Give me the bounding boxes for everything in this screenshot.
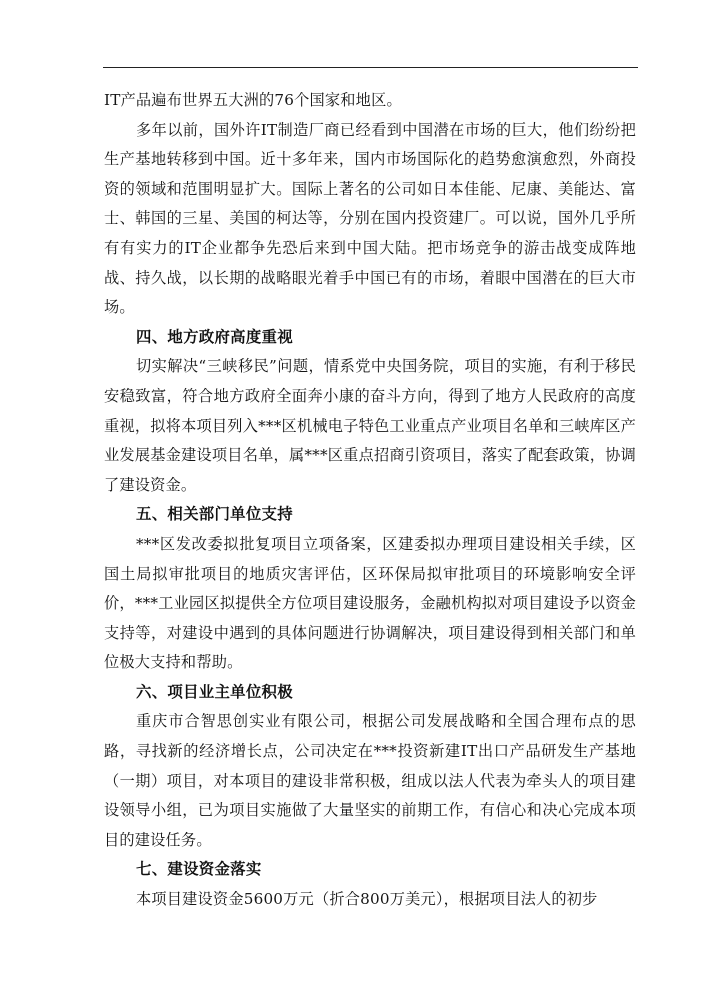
document-body bbox=[104, 86, 636, 915]
heading-local-government: 四、地方政府高度重视 bbox=[136, 327, 293, 346]
heading-project-owner: 六、项目业主单位积极 bbox=[136, 682, 293, 701]
paragraph-local-government: 切实解决“三峡移民”问题，情系党中央国务院，项目的实施，有利于移民安稳致富，符合地方政府全面奔小康的奋斗方向，得到了地方人民政府的高度重视，拟将本项目列入***区机械电子特色工业重点产业项目名单和三峡库区产业发展基金建设项目名单，属***区重点招商引资项目，落实了配套政策，协调了建设资金。 bbox=[104, 357, 636, 494]
paragraph-funding: 本项目建设资金5600万元（折合800万美元），根据项目法人的初步 bbox=[136, 890, 598, 909]
heading-department-support: 五、相关部门单位支持 bbox=[136, 505, 293, 524]
heading-funding: 七、建设资金落实 bbox=[136, 860, 262, 879]
paragraph-foreign-manufacturers: 多年以前，国外许IT制造厂商已经看到中国潜在市场的巨大，他们纷纷把生产基地转移到中国。近十多年来，国内市场国际化的趋势愈演愈烈，外商投资的领域和范围明显扩大。国际上著名的公司如日本佳能、尼康、美能达、富士、韩国的三星、美国的柯达等，分别在国内投资建厂。可以说，国外几乎所有有实力的IT企业都争先恐后来到中国大陆。把市场竞争的游击战变成阵地战、持久战，以长期的战略眼光着手中国已有的市场，着眼中国潜在的巨大市场。 bbox=[104, 120, 636, 317]
paragraph-continuation: IT产品遍布世界五大洲的76个国家和地区。 bbox=[104, 91, 402, 109]
paragraph-project-owner: 重庆市合智思创实业有限公司，根据公司发展战略和全国合理布点的思路，寻找新的经济增长点，公司决定在***投资新建IT出口产品研发生产基地（一期）项目，对本项目的建设非常积极，组成以法人代表为牵头人的项目建设领导小组，已为项目实施做了大量坚实的前期工作，有信心和决心完成本项目的建设任务。 bbox=[104, 712, 636, 849]
header-rule bbox=[103, 67, 638, 68]
paragraph-department-support: ***区发改委拟批复项目立项备案，区建委拟办理项目建设相关手续，区国土局拟审批项目的地质灾害评估，区环保局拟审批项目的环境影响安全评价，***工业园区拟提供全方位项目建设服务，金融机构拟对项目建设予以资金支持等，对建设中遇到的具体问题进行协调解决，项目建设得到相关部门和单位极大支持和帮助。 bbox=[104, 534, 636, 672]
